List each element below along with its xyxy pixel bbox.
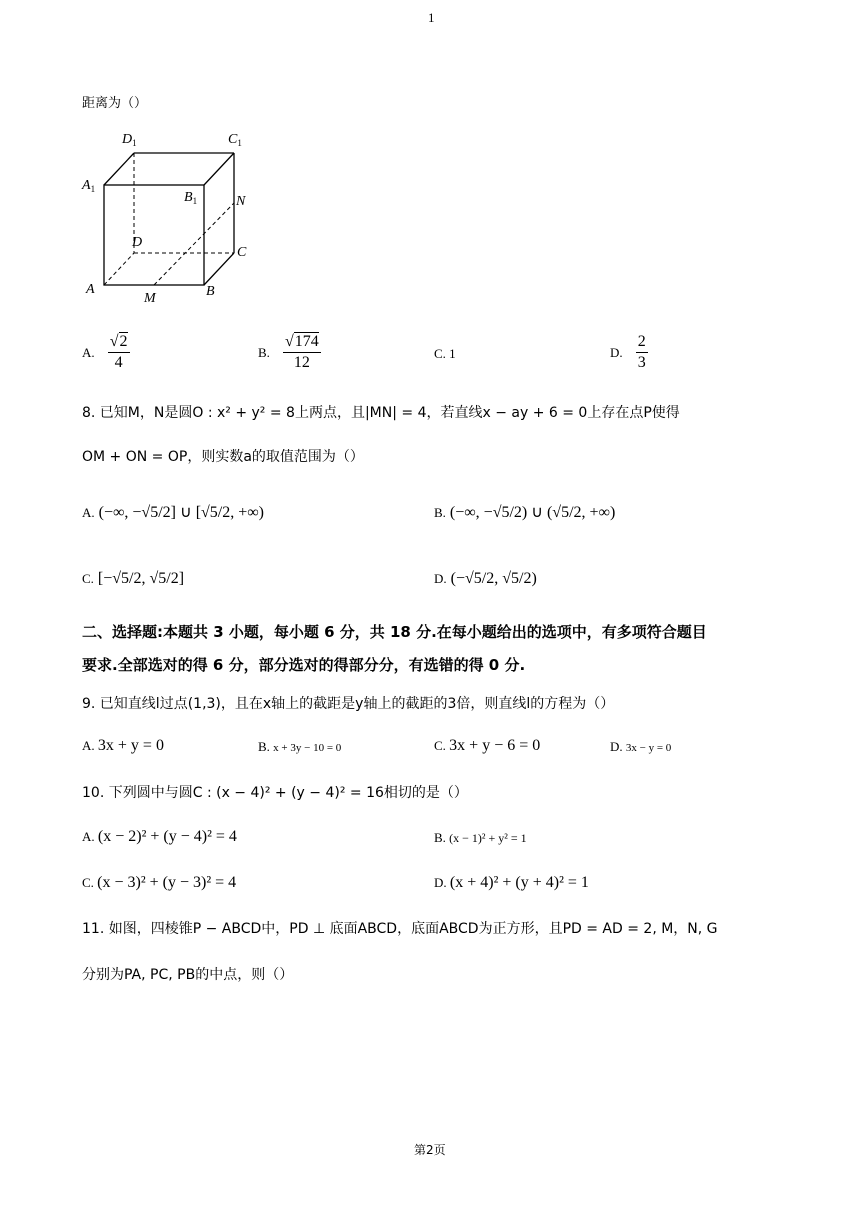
q10-stem: 10. 下列圆中与圆C : (x − 4)² + (y − 4)² = 16相切的是（） xyxy=(82,785,468,801)
label-A: A xyxy=(86,282,95,297)
q9-option-b: B. x + 3y − 10 = 0 xyxy=(258,739,342,754)
q9-option-c: C. 3x + y − 6 = 0 xyxy=(434,737,541,754)
q10-option-b: B. (x − 1)² + y² = 1 xyxy=(434,830,527,845)
label-C1: $C_1$ xyxy=(228,132,242,148)
frac-sqrt2-over-4: $\frac{√2}{4}$ xyxy=(109,333,128,371)
q7-option-d: D. $\frac{2}{3}$ xyxy=(610,333,646,371)
q9-stem: 9. 已知直线l过点(1,3)，且在x轴上的截距是y轴上的截距的3倍，则直线l的方程为（） xyxy=(82,696,615,712)
q8-stem-line2: OM + ON = OP，则实数a的取值范围为（） xyxy=(82,449,364,465)
label-D: D xyxy=(132,235,143,250)
q9-option-a: A. 3x + y = 0 xyxy=(82,737,164,754)
q7-option-a: A. $\frac{√2}{4}$ xyxy=(82,333,128,371)
q8-option-d: D. (−√5/2, √5/2) xyxy=(434,570,537,587)
q7-option-b: B. $\frac{√174}{12}$ xyxy=(258,333,319,371)
label-B: B xyxy=(206,284,215,299)
q11-stem-line1: 11. 如图，四棱锥P − ABCD中，PD ⊥ 底面ABCD，底面ABCD为正方形，且PD = AD = 2, M，N, G xyxy=(82,921,718,937)
page-footer: 第2页 xyxy=(414,1143,446,1157)
page-top-number: 1 xyxy=(428,10,435,25)
frac-2-over-3: $\frac{2}{3}$ xyxy=(637,333,646,371)
section2-line2: 要求.全部选对的得 6 分，部分选对的得部分分，有选错的得 0 分. xyxy=(82,656,526,674)
label-D1: $D_1$ xyxy=(122,132,137,148)
q9-option-d: D. 3x − y = 0 xyxy=(610,739,672,754)
cube-figure xyxy=(80,125,260,310)
q11-stem-line2: 分别为PA, PC, PB的中点，则（） xyxy=(82,967,294,983)
q10-option-c: C. (x − 3)² + (y − 3)² = 4 xyxy=(82,874,237,891)
q7-option-c: C. 1 xyxy=(434,346,456,361)
label-A1: $A_1$ xyxy=(82,178,96,194)
q7-stem-tail: 距离为（） xyxy=(82,96,148,111)
q8-option-b: B. (−∞, −√5/2) ∪ (√5/2, +∞) xyxy=(434,504,616,521)
q10-option-d: D. (x + 4)² + (y + 4)² = 1 xyxy=(434,874,589,891)
label-C: C xyxy=(237,245,247,260)
frac-sqrt174-over-12: $\frac{√174}{12}$ xyxy=(285,333,319,371)
section2-line1: 二、选择题:本题共 3 小题，每小题 6 分，共 18 分.在每小题给出的选项中，有多项符合题目 xyxy=(82,623,707,641)
label-M: M xyxy=(144,291,156,306)
label-N: N xyxy=(236,194,246,209)
label-B1: $B_1$ xyxy=(184,190,198,206)
q8-option-a: A. (−∞, −√5/2] ∪ [√5/2, +∞) xyxy=(82,504,264,521)
q8-stem-line1: 8. 已知M，N是圆O : x² + y² = 8上两点，且|MN| = 4，若直线x − ay + 6 = 0上存在点P使得 xyxy=(82,405,680,421)
q8-option-c: C. [−√5/2, √5/2] xyxy=(82,570,185,587)
q10-option-a: A. (x − 2)² + (y − 4)² = 4 xyxy=(82,828,237,845)
